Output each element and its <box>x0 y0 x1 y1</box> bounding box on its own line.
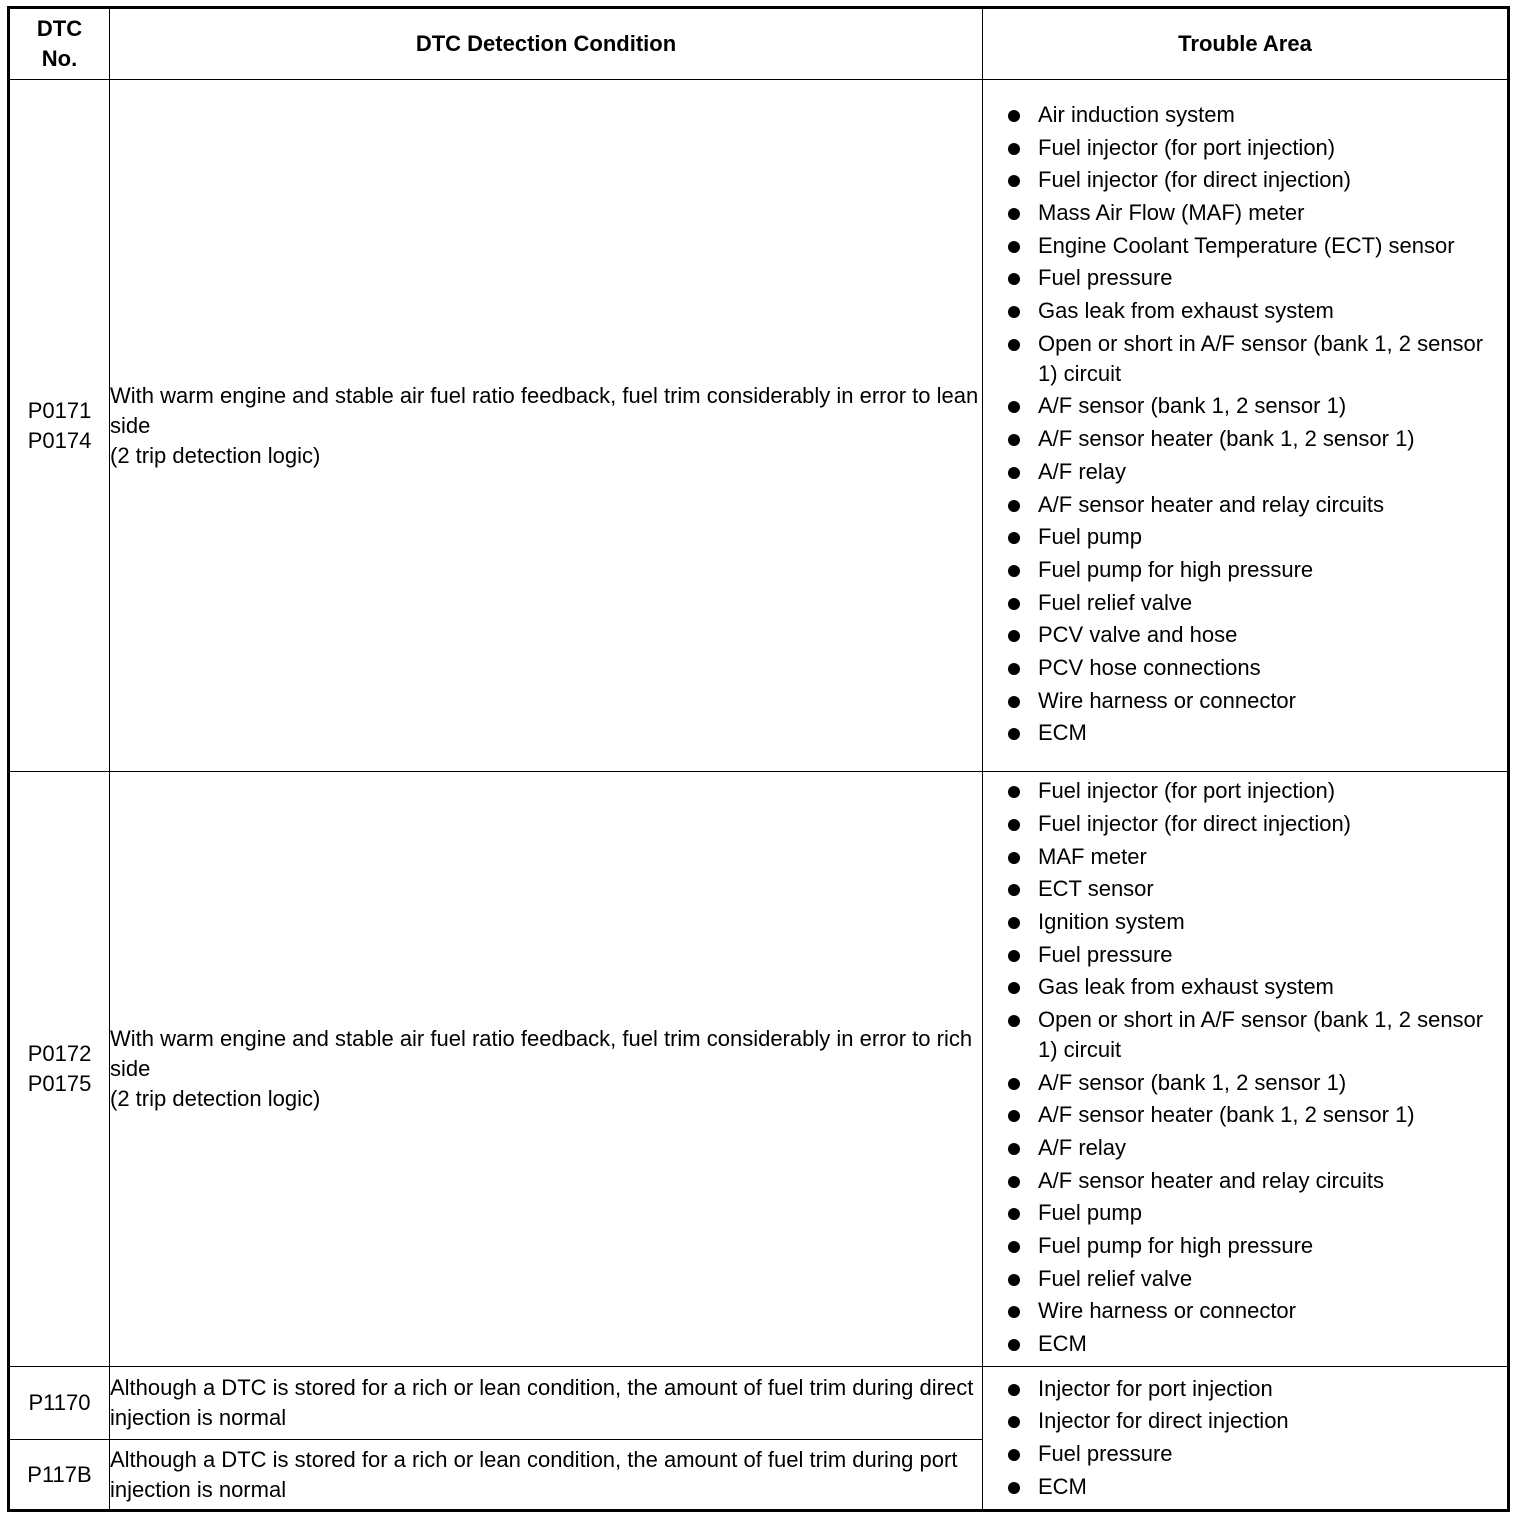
dtc-table <box>7 6 1510 1512</box>
condition-cell <box>110 80 983 772</box>
header-trouble-area: Trouble Area <box>983 8 1509 80</box>
trouble-area-text: PCV valve and hose <box>1038 622 1238 648</box>
trouble-area-item <box>983 457 1507 487</box>
trouble-area-text: Mass Air Flow (MAF) meter <box>1038 200 1305 226</box>
bullet-icon <box>1008 884 1020 896</box>
trouble-area-text: Fuel pressure <box>1038 941 1173 967</box>
bullet-icon <box>1008 696 1020 708</box>
trouble-area-item <box>983 940 1507 970</box>
dtc-code-cell <box>9 1440 110 1511</box>
trouble-area-item <box>983 165 1507 195</box>
dtc-code: P0171 <box>27 397 92 423</box>
trouble-area-text: Fuel pump <box>1038 524 1142 550</box>
condition-text: (2 trip detection logic) <box>110 442 321 468</box>
bullet-icon <box>1008 532 1020 544</box>
bullet-icon <box>1008 1176 1020 1188</box>
bullet-icon <box>1008 434 1020 446</box>
condition-cell <box>110 1367 983 1440</box>
trouble-area-text: Fuel injector (for direct injection) <box>1038 810 1352 836</box>
trouble-area-text: PCV hose connections <box>1038 654 1261 680</box>
trouble-area-item <box>983 1068 1507 1098</box>
trouble-area-text: ECM <box>1038 1473 1087 1499</box>
trouble-area-item <box>983 1231 1507 1261</box>
bullet-icon <box>1008 950 1020 962</box>
trouble-area-item <box>983 874 1507 904</box>
bullet-icon <box>1008 241 1020 253</box>
trouble-area-text: Engine Coolant Temperature (ECT) sensor <box>1038 232 1455 258</box>
dtc-code-cell <box>9 80 110 772</box>
trouble-area-item <box>983 329 1507 389</box>
header-condition: DTC Detection Condition <box>110 8 983 80</box>
trouble-area-text: Fuel pump for high pressure <box>1038 556 1314 582</box>
trouble-area-item <box>983 1406 1507 1436</box>
trouble-area-text: Fuel injector (for direct injection) <box>1038 167 1352 193</box>
trouble-area-item <box>983 1439 1507 1469</box>
trouble-area-list <box>983 100 1507 748</box>
bullet-icon <box>1008 143 1020 155</box>
bullet-icon <box>1008 110 1020 122</box>
bullet-icon <box>1008 1306 1020 1318</box>
trouble-area-text: Open or short in A/F sensor (bank 1, 2 sensor 1) circuit <box>1038 1006 1484 1062</box>
dtc-code: P0172 <box>27 1041 92 1066</box>
trouble-area-text: Fuel injector (for port injection) <box>1038 134 1336 160</box>
trouble-area-text: Fuel relief valve <box>1038 1265 1193 1291</box>
trouble-area-item <box>983 972 1507 1002</box>
trouble-area-item <box>983 490 1507 520</box>
condition-cell <box>110 1440 983 1511</box>
bullet-icon <box>1008 1482 1020 1494</box>
bullet-icon <box>1008 175 1020 187</box>
trouble-area-item <box>983 842 1507 872</box>
trouble-area-item <box>983 1374 1507 1404</box>
bullet-icon <box>1008 1143 1020 1155</box>
trouble-area-item <box>983 231 1507 261</box>
bullet-icon <box>1008 208 1020 220</box>
condition-text: With warm engine and stable air fuel ratio feedback, fuel trim considerably in error to rich side <box>110 1026 973 1081</box>
trouble-area-item <box>983 1329 1507 1359</box>
bullet-icon <box>1008 1241 1020 1253</box>
trouble-area-text: A/F sensor heater (bank 1, 2 sensor 1) <box>1038 1102 1415 1128</box>
bullet-icon <box>1008 1416 1020 1428</box>
table-row <box>9 772 1509 1367</box>
trouble-area-item <box>983 263 1507 293</box>
trouble-area-list <box>983 1374 1507 1502</box>
trouble-area-text: A/F sensor heater (bank 1, 2 sensor 1) <box>1038 426 1415 452</box>
trouble-area-text: A/F sensor heater and relay circuits <box>1038 1167 1385 1193</box>
trouble-area-text: ECM <box>1038 720 1087 746</box>
trouble-area-text: Ignition system <box>1038 908 1185 934</box>
condition-text: Although a DTC is stored for a rich or lean condition, the amount of fuel trim during port injection is normal <box>110 1446 958 1502</box>
trouble-area-text: Fuel pressure <box>1038 1441 1173 1466</box>
trouble-area-text: Air induction system <box>1038 101 1235 127</box>
trouble-area-item <box>983 620 1507 650</box>
header-dtc-no-text: DTC No. <box>36 16 83 71</box>
trouble-area-item <box>983 198 1507 228</box>
bullet-icon <box>1008 663 1020 675</box>
trouble-area-item <box>983 424 1507 454</box>
trouble-area-item <box>983 1100 1507 1130</box>
bullet-icon <box>1008 630 1020 642</box>
condition-text: (2 trip detection logic) <box>110 1086 321 1111</box>
trouble-area-text: Gas leak from exhaust system <box>1038 974 1334 1000</box>
bullet-icon <box>1008 500 1020 512</box>
trouble-area-item <box>983 1296 1507 1326</box>
trouble-area-text: A/F sensor (bank 1, 2 sensor 1) <box>1038 1069 1347 1095</box>
bullet-icon <box>1008 598 1020 610</box>
bullet-icon <box>1008 1078 1020 1090</box>
bullet-icon <box>1008 728 1020 740</box>
bullet-icon <box>1008 982 1020 994</box>
trouble-area-text: ECT sensor <box>1038 876 1154 902</box>
trouble-area-text: Injector for direct injection <box>1038 1408 1289 1434</box>
dtc-code-cell <box>9 1367 110 1440</box>
trouble-area-text: Open or short in A/F sensor (bank 1, 2 sensor 1) circuit <box>1038 330 1484 386</box>
bullet-icon <box>1008 917 1020 929</box>
dtc-code-cell <box>9 772 110 1367</box>
bullet-icon <box>1008 306 1020 318</box>
trouble-area-text: Wire harness or connector <box>1038 687 1296 713</box>
trouble-area-item <box>983 1198 1507 1228</box>
bullet-icon <box>1008 1110 1020 1122</box>
trouble-area-item <box>983 522 1507 552</box>
bullet-icon <box>1008 819 1020 831</box>
trouble-area-text: A/F sensor (bank 1, 2 sensor 1) <box>1038 393 1347 419</box>
trouble-area-item <box>983 907 1507 937</box>
bullet-icon <box>1008 467 1020 479</box>
bullet-icon <box>1008 1339 1020 1351</box>
trouble-area-text: MAF meter <box>1038 843 1147 869</box>
bullet-icon <box>1008 339 1020 351</box>
trouble-area-item <box>983 555 1507 585</box>
bullet-icon <box>1008 786 1020 798</box>
bullet-icon <box>1008 1384 1020 1396</box>
dtc-code: P117B <box>27 1461 92 1487</box>
trouble-area-text: A/F sensor heater and relay circuits <box>1038 491 1385 517</box>
dtc-code: P0174 <box>27 427 92 453</box>
trouble-area-text: Gas leak from exhaust system <box>1038 298 1334 324</box>
trouble-area-text: Fuel pump for high pressure <box>1038 1233 1314 1259</box>
trouble-area-item <box>983 809 1507 839</box>
condition-text: With warm engine and stable air fuel ratio feedback, fuel trim considerably in error to lean side <box>110 382 979 438</box>
trouble-area-cell <box>983 1367 1509 1511</box>
trouble-area-item <box>983 776 1507 806</box>
trouble-area-item <box>983 100 1507 130</box>
condition-cell <box>110 772 983 1367</box>
dtc-code: P1170 <box>28 1390 91 1415</box>
bullet-icon <box>1008 273 1020 285</box>
bullet-icon <box>1008 1208 1020 1220</box>
trouble-area-item <box>983 718 1507 748</box>
trouble-area-text: Injector for port injection <box>1038 1375 1273 1401</box>
condition-text: Although a DTC is stored for a rich or lean condition, the amount of fuel trim during direct injection is normal <box>110 1375 974 1430</box>
trouble-area-item <box>983 1005 1507 1065</box>
trouble-area-text: A/F relay <box>1038 458 1127 484</box>
trouble-area-item <box>983 1472 1507 1502</box>
trouble-area-text: ECM <box>1038 1331 1087 1357</box>
bullet-icon <box>1008 852 1020 864</box>
trouble-area-cell <box>983 772 1509 1367</box>
trouble-area-item <box>983 686 1507 716</box>
trouble-area-item <box>983 391 1507 421</box>
trouble-area-item <box>983 133 1507 163</box>
trouble-area-item <box>983 296 1507 326</box>
trouble-area-item <box>983 653 1507 683</box>
bullet-icon <box>1008 1274 1020 1286</box>
trouble-area-cell <box>983 80 1509 772</box>
trouble-area-text: Fuel relief valve <box>1038 589 1193 615</box>
trouble-area-item <box>983 1264 1507 1294</box>
table-row <box>9 80 1509 772</box>
dtc-code: P0175 <box>27 1071 92 1096</box>
header-row <box>9 8 1509 80</box>
header-dtc-no <box>9 8 110 80</box>
trouble-area-text: Fuel injector (for port injection) <box>1038 778 1336 804</box>
bullet-icon <box>1008 1015 1020 1027</box>
trouble-area-text: Fuel pump <box>1038 1200 1142 1226</box>
trouble-area-text: Wire harness or connector <box>1038 1298 1296 1324</box>
trouble-area-list <box>983 776 1507 1359</box>
bullet-icon <box>1008 565 1020 577</box>
trouble-area-item <box>983 1133 1507 1163</box>
trouble-area-item <box>983 1166 1507 1196</box>
trouble-area-text: A/F relay <box>1038 1135 1127 1161</box>
bullet-icon <box>1008 401 1020 413</box>
table-row <box>9 1367 1509 1440</box>
bullet-icon <box>1008 1449 1020 1461</box>
trouble-area-item <box>983 588 1507 618</box>
trouble-area-text: Fuel pressure <box>1038 265 1173 291</box>
